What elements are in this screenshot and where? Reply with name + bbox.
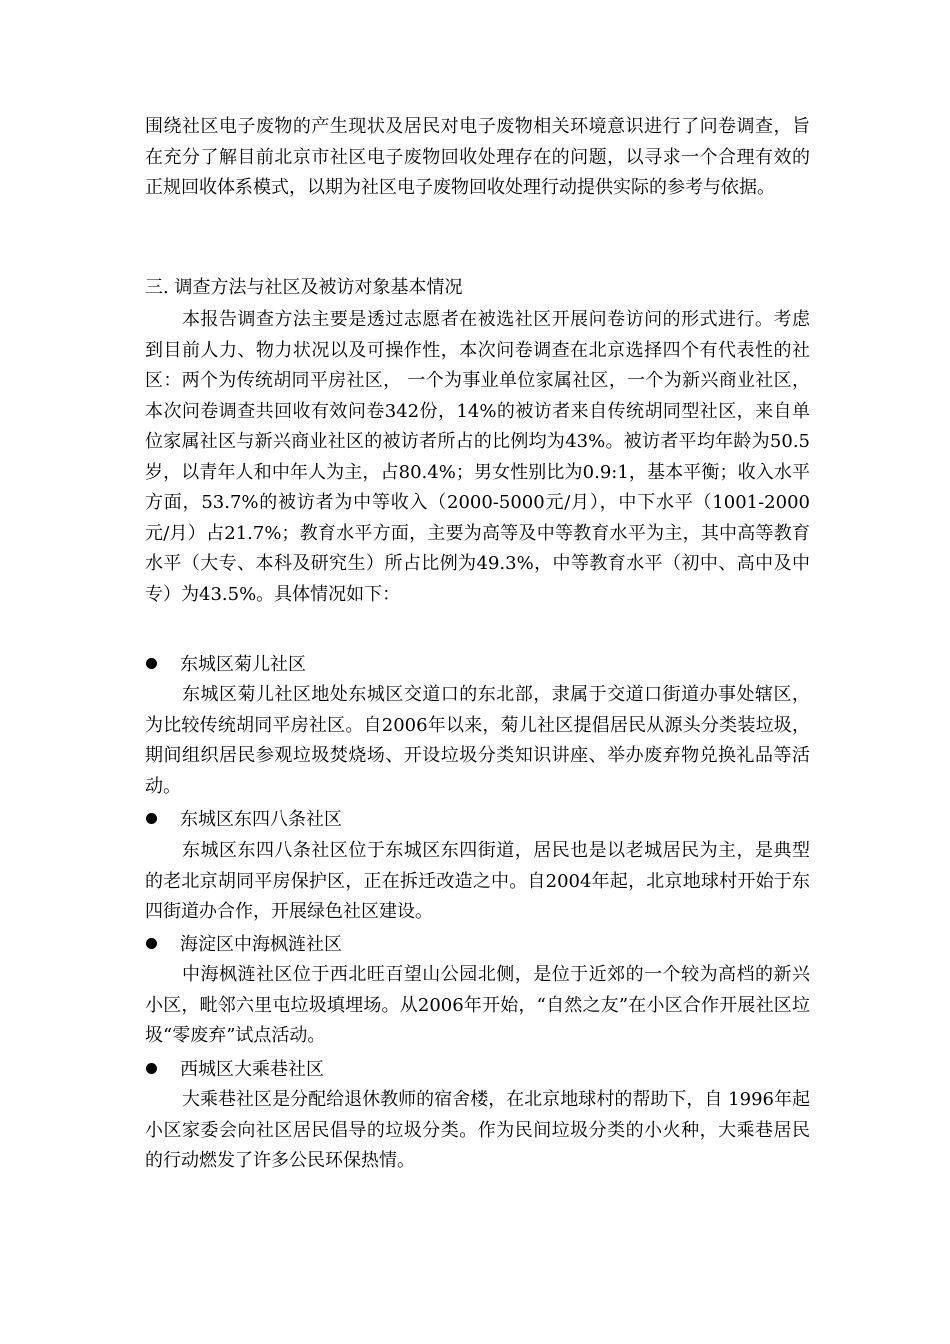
bullet-dot-icon <box>146 813 157 824</box>
bullet-item-dongsi <box>145 803 342 833</box>
community-description: 中海枫涟社区位于西北旺百望山公园北侧，是位于近郊的一个较为高档的新兴小区，毗邻六里屯垃圾填埋场。从2006年开始，“自然之友”在小区合作开展社区垃圾“零废弃”试点活动。 <box>145 964 810 1046</box>
bullet-item-dacheng <box>145 1053 324 1083</box>
section-body-paragraph: 本报告调查方法主要是透过志愿者在被选社区开展问卷访问的形式进行。考虑到目前人力、物力状况以及可操作性，本次问卷调查在北京选择四个有代表性的社区：两个为传统胡同平房社区， 一个为事业单位家属社区，一个为新兴商业社区，本次问卷调查共回收有效问卷342份，14%的被访者来自传统胡同型社区，来自单位家属社区与新兴商业社区的被访者所占的比例均为43%。被访者平均年龄为50.5岁，以青年人和中年人为主，占80.4%；男女性别比为0.9:1，基本平衡；收入水平方面，53.7%的被访者为中等收入（2000-5000元/月），中下水平（1001-2000 元/月）占21.7%；教育水平方面，主要为高等及中等教育水平为主，其中高等教育水平（大专、本科及研究生）所占比例为49.3%，中等教育水平（初中、高中及中专）为43.5%。具体情况如下： <box>145 309 810 605</box>
bullet-title: 西城区大乘巷社区 <box>180 1059 324 1080</box>
bullet-title: 海淀区中海枫涟社区 <box>180 934 342 955</box>
community-description: 东城区菊儿社区地处东城区交道口的东北部，隶属于交道口街道办事处辖区，为比较传统胡同平房社区。自2006年以来，菊儿社区提倡居民从源头分类装垃圾，期间组织居民参观垃圾焚烧场、开设垃圾分类知识讲座、举办废弃物兑换礼品等活动。 <box>145 684 810 797</box>
bullet-item-zhonghai <box>145 928 342 958</box>
bullet-dot-icon <box>146 658 157 669</box>
bullet-dot-icon <box>146 1063 157 1074</box>
bullet-item-juer <box>145 648 306 678</box>
community-description: 大乘巷社区是分配给退休教师的宿舍楼，在北京地球村的帮助下，自 1996年起小区家委会向社区居民倡导的垃圾分类。作为民间垃圾分类的小火种，大乘巷居民的行动燃发了许多公民环保热情。 <box>145 1089 810 1171</box>
bullet-title: 东城区菊儿社区 <box>180 654 306 675</box>
intro-paragraph: 围绕社区电子废物的产生现状及居民对电子废物相关环境意识进行了问卷调查，旨在充分了解目前北京市社区电子废物回收处理存在的问题，以寻求一个合理有效的正规回收体系模式，以期为社区电子废物回收处理行动提供实际的参考与依据。 <box>145 116 810 198</box>
community-description: 东城区东四八条社区位于东城区东四街道，居民也是以老城居民为主，是典型的老北京胡同平房保护区，正在拆迁改造之中。自2004年起，北京地球村开始于东四街道办合作，开展绿色社区建设。 <box>145 840 810 922</box>
section-heading: 三. 调查方法与社区及被访对象基本情况 <box>145 277 463 298</box>
bullet-title: 东城区东四八条社区 <box>180 809 342 830</box>
bullet-dot-icon <box>146 938 157 949</box>
